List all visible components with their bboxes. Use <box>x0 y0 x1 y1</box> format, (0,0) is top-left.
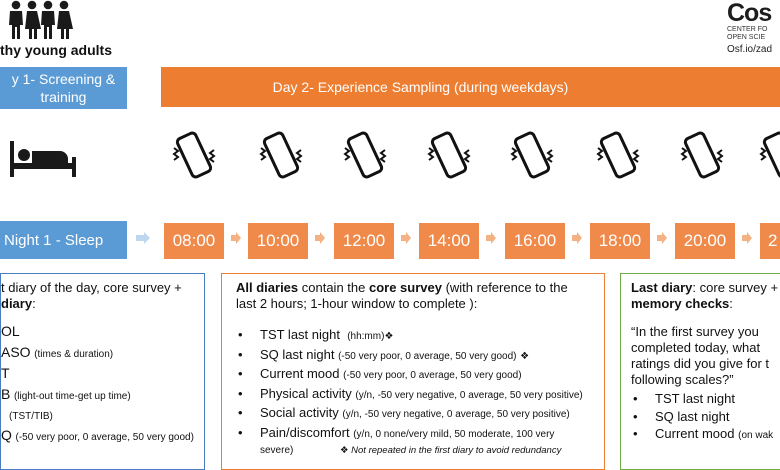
last-diary-box <box>620 273 780 470</box>
list-item: • Physical activity (y/n, -50 very negative, 0 average, 50 very positive) <box>236 385 596 405</box>
pain-continuation: severe) <box>260 445 294 456</box>
arrow-icon <box>486 232 496 244</box>
list-item: • TST last night <box>631 390 780 408</box>
list-item: • SQ last night <box>631 408 780 426</box>
core-intro-line2: last 2 hours; 1-hour window to complete ): <box>236 296 478 311</box>
logo-main: Cos <box>727 0 772 27</box>
logo-url: Osf.io/zad <box>727 44 773 55</box>
last-intro-line2: memory checks: <box>631 296 733 311</box>
first-diary-bold: diary <box>1 296 33 311</box>
phone-vibrating-icon <box>594 128 642 188</box>
arrow-icon <box>572 232 582 244</box>
time-slot: 16:00 <box>505 223 565 259</box>
list-item: • Pain/discomfort (y/n, 0 none/very mild, 50 moderate, 100 very <box>236 424 596 444</box>
people-icon <box>8 0 74 40</box>
list-item: • TST last night (hh:mm)❖ <box>236 326 596 346</box>
day2-label: Day 2- Experience Sampling (during weekdays) <box>272 79 569 95</box>
last-intro-line1: Last diary: core survey + <box>631 280 779 295</box>
time-slot: 20:00 <box>675 223 735 259</box>
time-slot: 10:00 <box>248 223 308 259</box>
arrow-icon <box>401 232 411 244</box>
day1-bar: y 1- Screening & training <box>0 67 127 109</box>
night1-label: Night 1 - Sleep <box>4 231 104 249</box>
arrow-icon <box>136 232 150 244</box>
time-slot: 14:00 <box>419 223 479 259</box>
cos-logo[interactable] <box>727 0 780 62</box>
list-item: • Social activity (y/n, -50 very negative, 0 average, 50 very positive) <box>236 404 596 424</box>
phone-vibrating-icon <box>678 128 726 188</box>
phone-vibrating-icon <box>757 128 780 188</box>
list-item: • Current mood (-50 very poor, 0 average, 50 very good) <box>236 365 596 385</box>
core-intro-line1: All diaries contain the core survey (with reference to the <box>236 280 568 295</box>
phone-vibrating-icon <box>170 128 218 188</box>
time-slot: 2 <box>760 223 780 259</box>
list-item: (TST/TIB) <box>9 411 53 422</box>
list-item: OL <box>1 323 20 339</box>
day2-bar <box>161 67 780 107</box>
core-survey-box <box>221 273 605 470</box>
participants-label: thy young adults <box>0 42 112 58</box>
night1-bar <box>0 221 127 259</box>
arrow-icon <box>315 232 325 244</box>
list-item: B (light-out time-get up time) <box>1 386 131 402</box>
time-slot: 08:00 <box>164 223 224 259</box>
phone-vibrating-icon <box>257 128 305 188</box>
arrow-icon <box>657 232 667 244</box>
bed-icon <box>8 139 78 179</box>
time-slot: 12:00 <box>334 223 394 259</box>
footnote: ❖ Not repeated in the first diary to avoid redundancy <box>340 445 562 456</box>
first-diary-intro: t diary of the day, core survey + <box>1 280 182 295</box>
list-item: • SQ last night (-50 very poor, 0 average, 50 very good) ❖ <box>236 346 596 366</box>
list-item: ASO (times & duration) <box>1 344 114 360</box>
phone-vibrating-icon <box>425 128 473 188</box>
first-diary-box: t diary of the day, core survey + diary: OL ASO (times & duration) T B (light-out time-get up time) (TST/TIB) Q (-50 very poor, 0 average, 50 very good) <box>0 273 205 470</box>
memory-quote: “In the first survey you completed today, what ratings did you give for t following scales?” <box>631 324 770 387</box>
list-item: • Current mood (on wak <box>631 425 780 445</box>
phone-vibrating-icon <box>341 128 389 188</box>
list-item: Q (-50 very poor, 0 average, 50 very good) <box>1 427 194 443</box>
memory-check-list <box>631 390 780 445</box>
core-survey-list <box>236 326 596 443</box>
phone-vibrating-icon <box>508 128 556 188</box>
arrow-icon <box>231 232 241 244</box>
list-item: T <box>1 365 10 381</box>
time-slot: 18:00 <box>590 223 650 259</box>
arrow-icon <box>742 232 752 244</box>
first-diary-list <box>1 322 196 447</box>
logo-sub: CENTER FO OPEN SCIE <box>727 26 768 41</box>
